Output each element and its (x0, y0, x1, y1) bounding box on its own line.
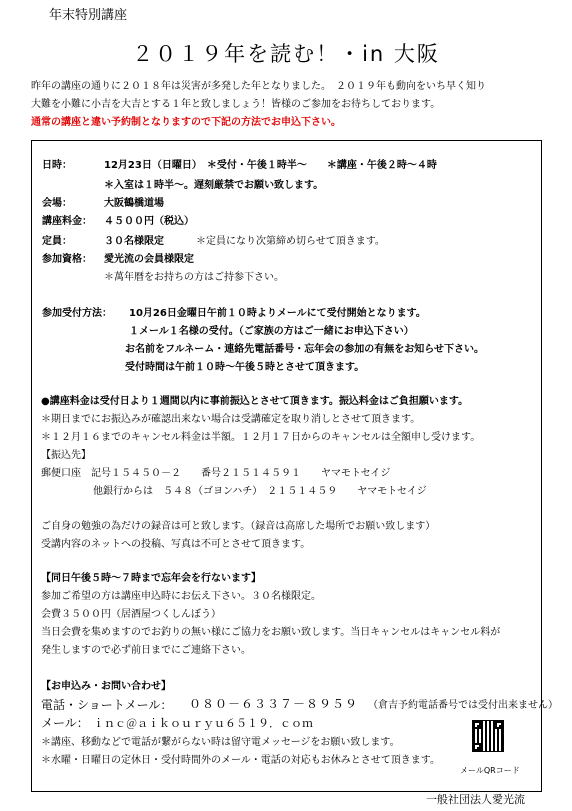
contact-note-2: ＊水曜・日曜日の定休日・受付時間外のメール・電話の対応もお休みとさせて頂きます。 (41, 755, 440, 766)
phone-note: （倉吉予約電話番号では受付出来ません） (368, 700, 558, 711)
capacity-label: 定員： (42, 236, 72, 247)
transfer-heading: 【振込先】 (41, 450, 91, 461)
party-line-4: 発生しますので必ず前日までにご連絡下さい。 (41, 645, 251, 656)
recording-line-2: 受講内容のネットへの投稿、写真は不可とさせて頂きます。 (41, 539, 311, 550)
party-line-1: 参加ご希望の方は講座申込時にお伝え下さい。３０名様限定。 (41, 591, 321, 602)
payment-line-1: ●講座料金は受付日より１週間以内に事前振込とさせて頂きます。振込料金はご負担願います。 (41, 396, 469, 407)
date-value: 12月23日（日曜日） ＊受付・午後１時半～ ＊講座・午後２時～４時 (104, 160, 437, 171)
qr-code-icon[interactable] (473, 721, 503, 751)
page-title: ２０１９年を読む！・in 大阪 (132, 42, 440, 66)
phone-label: 電話・ショートメール： (41, 698, 173, 712)
intro-line-2: 大難を小難に小吉を大吉とする１年と致しましょう！皆様のご参加をお待ちしております。 (31, 99, 441, 110)
qualification-note: ＊萬年暦をお持ちの方はご持参下さい。 (104, 272, 284, 283)
registration-line-2: １メール１名様の受付。（ご家族の方はご一緒にお申込下さい） (129, 326, 414, 337)
phone-value[interactable]: ０８０－６３３７－８９５９ (189, 697, 359, 711)
payment-line-3: ＊１２月１６までのキャンセル料金は半額。１２月１７日からのキャンセルは全額申し受けます。 (41, 432, 481, 443)
payment-line-2: ＊期日までにお振込みが確認出来ない場合は受講確定を取り消しとさせて頂きます。 (41, 414, 421, 425)
recording-line-1: ご自身の勉強の為だけの録音は可と致します。（録音は高席した場所でお願い致します） (41, 521, 436, 532)
entry-note: ＊入室は１時半～。遅刻厳禁でお願い致します。 (104, 180, 324, 191)
mail-label: メール： (41, 716, 89, 730)
organization-name: 一般社団法人愛光流 (426, 793, 525, 806)
contact-note-1: ＊講座、移動などで電話が繋がらない時は留守電メッセージをお願い致します。 (41, 737, 400, 748)
registration-label: 参加受付方法： (42, 308, 112, 319)
party-line-2: 会費３５００円（居酒屋つくしんぼう） (41, 609, 221, 620)
qualification-value: 愛光流の会員様限定 (104, 254, 194, 265)
venue-label: 会場： (42, 198, 72, 209)
header-label: 年末特別講座 (49, 8, 128, 23)
qualification-label: 参加資格： (42, 254, 92, 265)
intro-line-1: 昨年の講座の通りに２０１８年は災害が多発した年となりました。 ２０１９年も動向をいち早く知り (31, 81, 486, 92)
fee-value: ４５００円（税込） (104, 216, 194, 227)
fee-label: 講座料金： (42, 216, 92, 227)
venue-value: 大阪鶴橋道場 (104, 198, 164, 209)
other-bank-line: 他銀行からは ５４８（ゴヨンハチ） ２１５１４５９ ヤマモトセイジ (93, 486, 427, 497)
mail-address[interactable]: ｉｎｃ＠ａｉｋｏｕｒｙｕ６５１９．ｃｏｍ (93, 717, 313, 730)
registration-line-3: お名前をフルネーム・連絡先電話番号・忘年会の参加の有無をお知らせ下さい。 (125, 344, 484, 355)
capacity-note: ＊定員になり次第締め切らせて頂きます。 (196, 236, 385, 247)
party-heading: 【同日午後５時～７時まで忘年会を行ないます】 (41, 573, 261, 584)
qr-caption: メールQRコード (460, 766, 520, 775)
postal-account-line: 郵便口座 記号１５４５０－２ 番号２１５１４５９１ ヤマモトセイジ (41, 468, 391, 479)
capacity-value: ３０名様限定 (104, 236, 164, 247)
party-line-3: 当日会費を集めますのでお釣りの無い様にご協力をお願い致します。当日キャンセルはキャンセル料が (41, 627, 501, 638)
registration-line-1: 10月26日金曜日午前１０時よりメールにて受付開始となります。 (129, 308, 426, 319)
reservation-notice: 通常の講座と違い予約制となりますので下記の方法でお申込下さい。 (31, 117, 341, 128)
date-label: 日時： (42, 160, 72, 171)
registration-line-4: 受付時間は午前１０時～午後５時とさせて頂きます。 (125, 362, 365, 373)
contact-heading: 【お申込み・お問い合わせ】 (41, 681, 171, 692)
